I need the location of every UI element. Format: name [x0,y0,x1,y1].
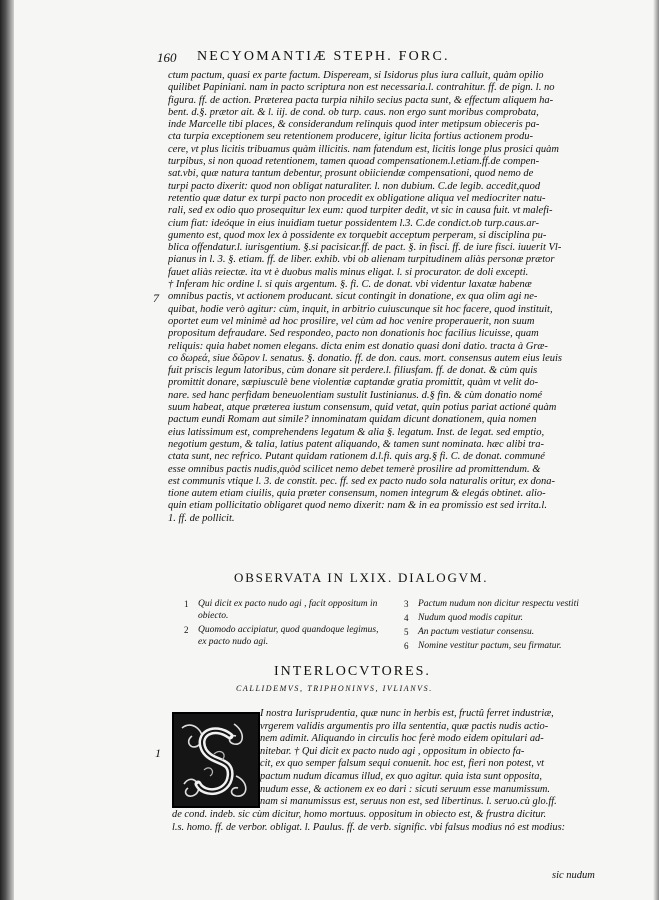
text-line: oportet eum vel minimè ad hoc prosilire, vel cùm ad hoc venire properauerit, non suum [168,315,535,327]
text-line: retentio quæ datur ex turpi pacto non procedit ex obligatione aliqua vel mediocriter natu- [168,192,546,204]
text-line: turpibus, si non quoad retentionem, tamen quoad compensationem.l.etiam.ff.de compen- [168,156,540,168]
text-line: 1. ff. de pollicit. [168,512,235,524]
observata-item: 4 Nudum quod modis capitur. [404,613,524,623]
observata-title: OBSERVATA IN LXIX. DIALOGVM. [234,570,489,585]
text-line: pianus in l. 3. §. etiam. ff. de liber. exhib. vbi ob alienam turpitudinem aliàs personæ prætor [168,254,555,266]
text-line: quin etiam pollicitatio obligaret quod nemo dixerit: nam & in ea promissio est sed irrita.l. [168,500,547,512]
text-line: quibat, hodie verò agitur: cùm, inquit, in arbitrio cuiuscunque sit hoc facere, quod instituit, [168,303,553,315]
page-header [157,50,577,68]
text-line: co δωρεά, siue δῶρον l. senatus. §. donatio. ff. de don. caus. mort. consensus autem eius leuis [168,352,562,364]
text-line: pactum nudum dicamus illud, ex quo agitur. quia ista sunt opposita, [260,770,542,782]
text-line: promittit donare, sæpiusculè bene violentiæ captandæ gratia promittit, quàm vt velit do- [168,377,539,389]
ornament-initial-icon [174,714,258,806]
text-line: nitebar. † Qui dicit ex pacto nudo agi , oppositum in obiecto fa- [260,745,525,757]
text-line: nudum esse, & actionem ex eo dari : sicuti seruum esse manumissum. [260,783,551,795]
text-line: vrgerem validis argumentis pro illa sententia, quæ pactis nudis actio- [260,720,549,732]
text-line: ctum pactum, quasi ex parte factum. Dispeream, si Isidorus plus iura calluit, quàm opilio [168,70,544,81]
text-line: fauet aliàs reiectæ. ita vt è duobus malis minus eligat. l. si procurator. de doli excepti. [168,266,529,278]
text-line: I nostra Iurisprudentia, quæ nunc in herbis est, fructû ferret industriæ, [260,708,554,719]
observata-item: 1 Qui dicit ex pacto nudo agi , facit oppositum in obiecto. [184,599,378,621]
text-line: pactum eundi Romam aut simile? innominatam quidam dicunt donationem, quia nomen [168,414,537,426]
text-line: turpi pacto dixerit: quod non obligat naturaliter. l. non dubium. C.de legib. accedit,quod [168,180,541,192]
text-line: fuit priscis legum latoribus, cùm donare sit perdere.l. filiusfam. ff. de donat. & cùm quis [168,365,538,377]
text-line: rali, sed ex odio quo prosequitur lex eum: quod turpiter dedit, vt sic in causa fuit. vt malefi- [168,205,553,217]
catchword: sic nudum [552,870,595,881]
page-gutter-shadow [0,0,14,900]
page-edge [653,0,659,900]
running-head: NECYOMANTIÆ STEPH. FORC. [197,49,450,64]
text-line: suum habeat, atque præterea iustum consensum, quid vetat, quin potius pariat actioné quàm [168,402,557,414]
text-line: inde Marcelle tibi places, & considerandum relinquis quod inter metipsum obieceris pa- [168,119,540,131]
text-line: cium fiat: ideóque in eius inuidiam tuetur possidentem l.3. C.de condict.ob turp.caus.ar- [168,217,540,229]
text-line: cere, vt plus licitis tribuamus quàm illicitis. nam fatendum est, licitis longe plus prosici quàm [168,143,559,155]
text-line: de cond. indeb. sic cùm dicitur, homo mortuus. oppositum in obiecto est, & frustra dicitur. [172,809,547,820]
text-line: tione autem etiam ciuilis, quia præter consensum, nomen integrum & elegás obtinet. alio- [168,488,546,500]
text-line: cta turpia exceptionem seu retentionem producere, igitur licita fortius actionem produ- [168,131,533,143]
text-line: omnibus pactis, vt actionem producant. sicut contingit in donatione, ex qua olim agi ne- [168,291,538,303]
text-line: est communis vtique l. 3. de constit. pec. ff. sed ex pacto nudo sola naturalis oritur, ex dona- [168,475,555,487]
observata-item: 2 Quomodo accipiatur, quod quandoque legimus, ex pacto nudo agi. [184,625,379,647]
text-line: esse omnibus pactis nudis,quòd scilicet nemo debet temerè prosilire ad promittendum. & [168,463,541,475]
text-line: nam si manumissus est, seruus non est, sed libertinus. l. seruo.cù glo.ff. [260,796,557,808]
text-line: reliquis: quia habet nomen elegans. dicta enim est donatio quasi doni datio. tracta à Græ- [168,340,548,352]
text-line: l.s. homo. ff. de verbor. obligat. l. Paulus. ff. de verb. signific. vbi falsus modius nó est modius: [172,821,566,833]
body-text [168,70,598,525]
speakers-list: CALLIDEMVS, TRIPHONINVS, IVLIANVS. [236,684,433,693]
text-line: bent. d.§. prætor ait. & l. iij. de cond. ob turp. caus. non ergo sunt moribus comprobata, [168,106,539,118]
text-line: quilibet Papiniani. nam in pacto scriptura non est necessaria.l. contrahitur. ff. de pign. l. no [168,82,555,94]
text-line: ctata sunt, nec refrico. Putant quidam rationem d.l.fi. quis arg.§ fi. C. de donat. communé [168,451,545,463]
text-line: † Inferam hic ordine l. si quis argentum. §. fi. C. de donat. vbi videntur laxatæ habenæ [168,279,532,291]
decorated-initial [172,712,260,808]
text-line: nem adimit. Aliquando in circulis hoc ferè modo eidem opitulari ad- [260,733,544,745]
observata-item: 6 Nomine vestitur pactum, seu firmatur. [404,641,562,651]
text-line: figura. ff. de action. Præterea pacta turpia nihilo secius pacta sunt, & effectum aliquem ha- [168,94,554,106]
dialog-margin-numeral: 1 [155,746,161,760]
folio-number: 160 [157,50,177,65]
text-line: eius latissimum est, comprehendens legatum & alia §. legatum. Inst. de legat. sed emptio, [168,426,545,438]
margin-numeral: 7 [153,291,159,305]
dialog-text-continued [172,809,602,834]
dialog-text [260,708,600,809]
observata-item: 5 An pactum vestiatur consensu. [404,627,535,637]
text-line: nare. sed hanc perfidam beneuolentiam sustulit Iustinianus. d.§ fin. & cùm donatio nomé [168,389,543,401]
text-line: blica offendatur.l. iurisgentium. §.si pacisicar.ff. de pact. §. in fisci. ff. de iure fisci. iuuerit Vl- [168,242,562,254]
text-line: sat.vbi, quæ natura tantum debentur, prosunt obiiciendæ compensationi, quod nemo de [168,168,534,180]
interlocutores-title: INTERLOCVTORES. [274,664,431,679]
text-line: cit, ex quo semper falsum sequi conuenit. hoc est, fieri non potest, vt [260,758,544,770]
text-line: negotium gestum, & talia, latius patent aliquando, & tamen sunt nominata. hæc alibi tra- [168,438,544,450]
text-line: propositum defraudare. Sed respondeo, pacto non donationis hoc facilius licuisse, quam [168,328,539,340]
observata-item: 3 Pactum nudum non dicitur respectu vestiti [404,599,579,609]
text-line: gumento est, quod mox lex à possidente ex torquebit acceptum perperam, si disciplina pu- [168,229,547,241]
